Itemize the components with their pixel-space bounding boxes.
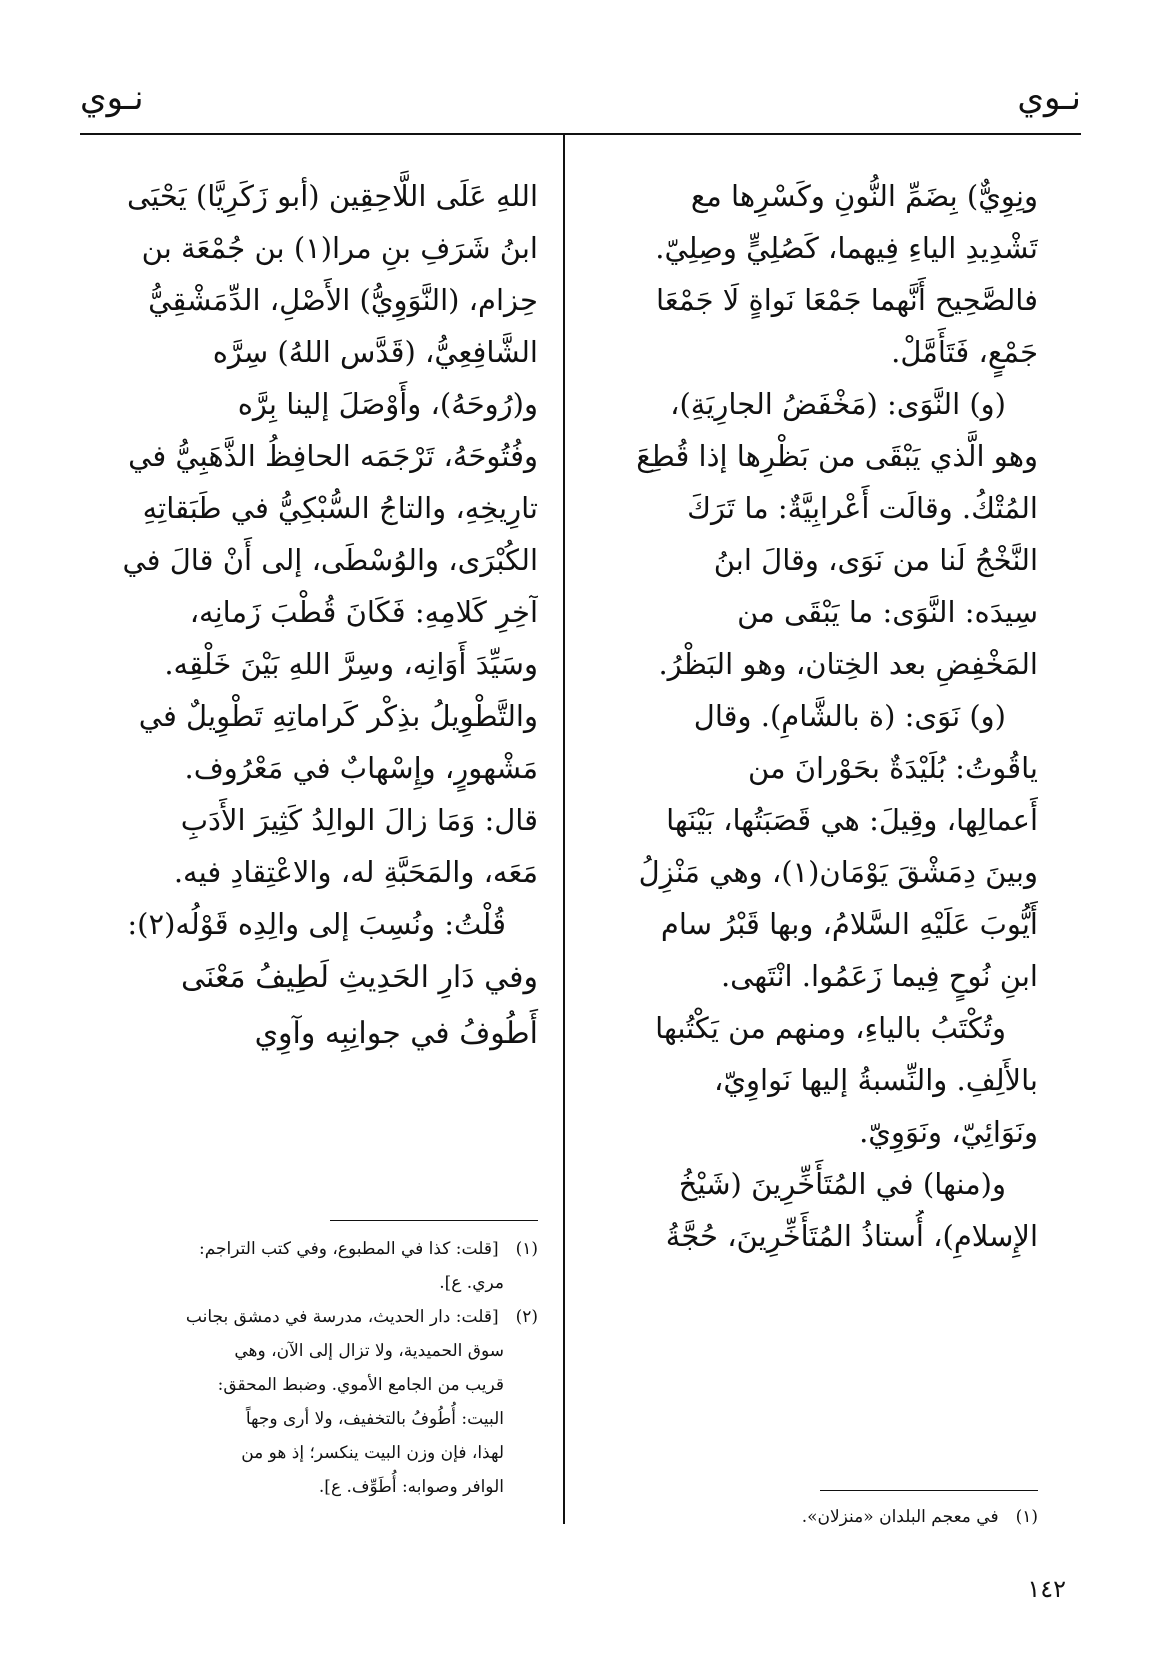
text-line: وهو الَّذي يَبْقَى من بَظْرِها إذا قُطِعَ — [636, 439, 1038, 473]
text-line: قال: وَمَا زالَ الوالِدُ كَثِيرَ الأَدَبِ — [180, 803, 538, 837]
text-line: المَخْفِضِ بعد الخِتان، وهو البَظْرُ. — [658, 647, 1038, 681]
text-line: وسَيِّدَ أَوَانِه، وسِرَّ اللهِ بَيْنَ خَلْقِه. — [164, 647, 538, 681]
text-line: والتَّطْوِيلُ بذِكْر كَراماتِهِ تَطْوِيلٌ في — [138, 699, 538, 733]
text-line: وفُتُوحَهُ، تَرْجَمَه الحافِظُ الذَّهَبِيُّ في — [128, 439, 538, 473]
text-line: فالصَّحِيح أَنَّهما جَمْعَا نَواةٍ لَا جَمْعَا — [656, 283, 1038, 317]
footnote — [600, 1500, 1038, 1534]
text-line: ياقُوتُ: بُلَيْدَةٌ بحَوْرانَ من — [747, 751, 1038, 785]
text-line: ونَوَائِيّ، ونَوَوِيّ. — [859, 1115, 1038, 1149]
header-rule — [80, 133, 1081, 135]
text-line: و(منها) في المُتَأَخِّرِينَ (شَيْخُ — [678, 1167, 1006, 1201]
text-line: وبينَ دِمَشْقَ يَوْمَان(١)، وهي مَنْزِلُ — [638, 855, 1038, 889]
footnote-rule — [330, 1220, 538, 1221]
footnote-text: البيت: أُطُوفُ بالتخفيف، ولا أرى وجهاً — [245, 1409, 504, 1429]
right-footnotes — [600, 1500, 1038, 1534]
footnote-text: مري. ع]. — [439, 1273, 504, 1293]
header-right-title: نـوي — [1017, 78, 1081, 118]
text-line: سِيدَه: النَّوَى: ما يَبْقَى من — [737, 595, 1038, 629]
text-line: الكُبْرَى، والوُسْطَى، إلى أَنْ قالَ في — [122, 543, 538, 577]
running-header — [80, 68, 1081, 128]
footnote-text: [قلت: دار الحديث، مدرسة في دمشق بجانب — [185, 1307, 499, 1327]
text-line: آخِرِ كَلامِهِ: فَكَانَ قُطْبَ زَمانِه، — [189, 595, 538, 629]
footnote-text: لهذا، فإن وزن البيت ينكسر؛ إذ هو من — [241, 1443, 504, 1463]
left-column — [88, 170, 538, 1062]
text-line: و(رُوحَهُ)، وأَوْصَلَ إلينا بِرَّه — [237, 387, 538, 421]
left-footnotes — [88, 1232, 538, 1504]
text-line: الشَّافِعِيُّ، (قَدَّس اللهُ) سِرَّه — [212, 335, 538, 369]
footnote-text: سوق الحميدية، ولا تزال إلى الآن، وهي — [234, 1341, 504, 1361]
text-line: تارِيخِهِ، والتاجُ السُّبْكِيُّ في طَبَقاتِهِ — [142, 491, 538, 525]
page-number: ١٤٢ — [1027, 1575, 1066, 1603]
text-line: مَعَه، والمَحَبَّةِ له، والاعْتِقادِ فيه. — [173, 855, 538, 889]
column-divider — [563, 134, 565, 1524]
header-left-title: نـوي — [80, 78, 144, 118]
text-line: (و) نَوَى: (ة بالشَّامِ). وقال — [693, 699, 1006, 733]
text-line: أَعمالِها، وقِيلَ: هي قَصَبَتُها، بَيْنَها — [666, 803, 1038, 837]
text-line: الإِسلامِ)، أُستاذُ المُتَأَخِّرِينَ، حُجَّةُ — [665, 1219, 1038, 1253]
text-line: جَمْعٍ، فَتَأَمَّلْ. — [891, 335, 1038, 369]
text-line: وتُكْتَبُ بالياءِ، ومنهم من يَكْتُبها — [655, 1011, 1006, 1045]
footnote-text: الوافر وصوابه: أُطَوِّف. ع]. — [318, 1477, 504, 1497]
text-line: حِزام، (النَّوَوِيُّ) الأَصْلِ، الدِّمَشْقِيُّ — [148, 283, 538, 317]
footnote-number: (١) — [1015, 1507, 1038, 1527]
footnote — [88, 1232, 538, 1266]
text-line: ابنُ شَرَفِ بنِ مرا(١) بن جُمْعَة بن — [141, 231, 538, 265]
poem-line: أَطُوفُ في جوانِبِه وآوِي — [254, 1016, 538, 1051]
footnote — [88, 1300, 538, 1334]
text-line: (و) النَّوَى: (مَخْفَضُ الجارِيَةِ)، — [670, 387, 1006, 421]
text-line: المُتْكُ. وقالَت أَعْرابِيَّةٌ: ما تَرَكَ — [687, 491, 1038, 525]
footnote-rule — [820, 1490, 1038, 1491]
text-line: قُلْتُ: ونُسِبَ إلى والِدِه قَوْلُه(٢): — [127, 907, 506, 941]
text-line: ونِوِيٌّ) بِضَمِّ النُّونِ وكَسْرِها مع — [690, 179, 1038, 213]
text-line: اللهِ عَلَى اللَّاحِقِين (أبو زَكَرِيَّا) يَحْيَى — [127, 179, 538, 213]
text-line: تَشْدِيدِ الياءِ فِيهما، كَصُلِيٍّ وصِلِيّ. — [655, 231, 1038, 265]
text-line: ابنِ نُوحٍ فِيما زَعَمُوا. انْتَهى. — [720, 959, 1038, 993]
footnote-number: (٢) — [515, 1307, 538, 1327]
footnote-text: قريب من الجامع الأموي. وضبط المحقق: — [217, 1375, 504, 1395]
text-line: أَيُّوبَ عَلَيْهِ السَّلامُ، وبها قَبْرُ سام — [660, 907, 1038, 941]
footnote-text: [قلت: كذا في المطبوع، وفي كتب التراجم: — [199, 1239, 499, 1259]
poem-line: وفي دَارِ الحَدِيثِ لَطِيفُ مَعْنَى — [180, 960, 538, 995]
right-column — [600, 170, 1038, 1262]
footnote-text: في معجم البلدان «منزلان». — [801, 1507, 999, 1527]
text-line: بالأَلِفِ. والنِّسبةُ إليها نَواوِيّ، — [713, 1063, 1038, 1097]
footnote-number: (١) — [515, 1239, 538, 1259]
text-line: النَّخْجُ لَنا من نَوَى، وقالَ ابنُ — [713, 543, 1038, 577]
text-line: مَشْهورٍ، وإِسْهابٌ في مَعْرُوف. — [184, 751, 538, 785]
